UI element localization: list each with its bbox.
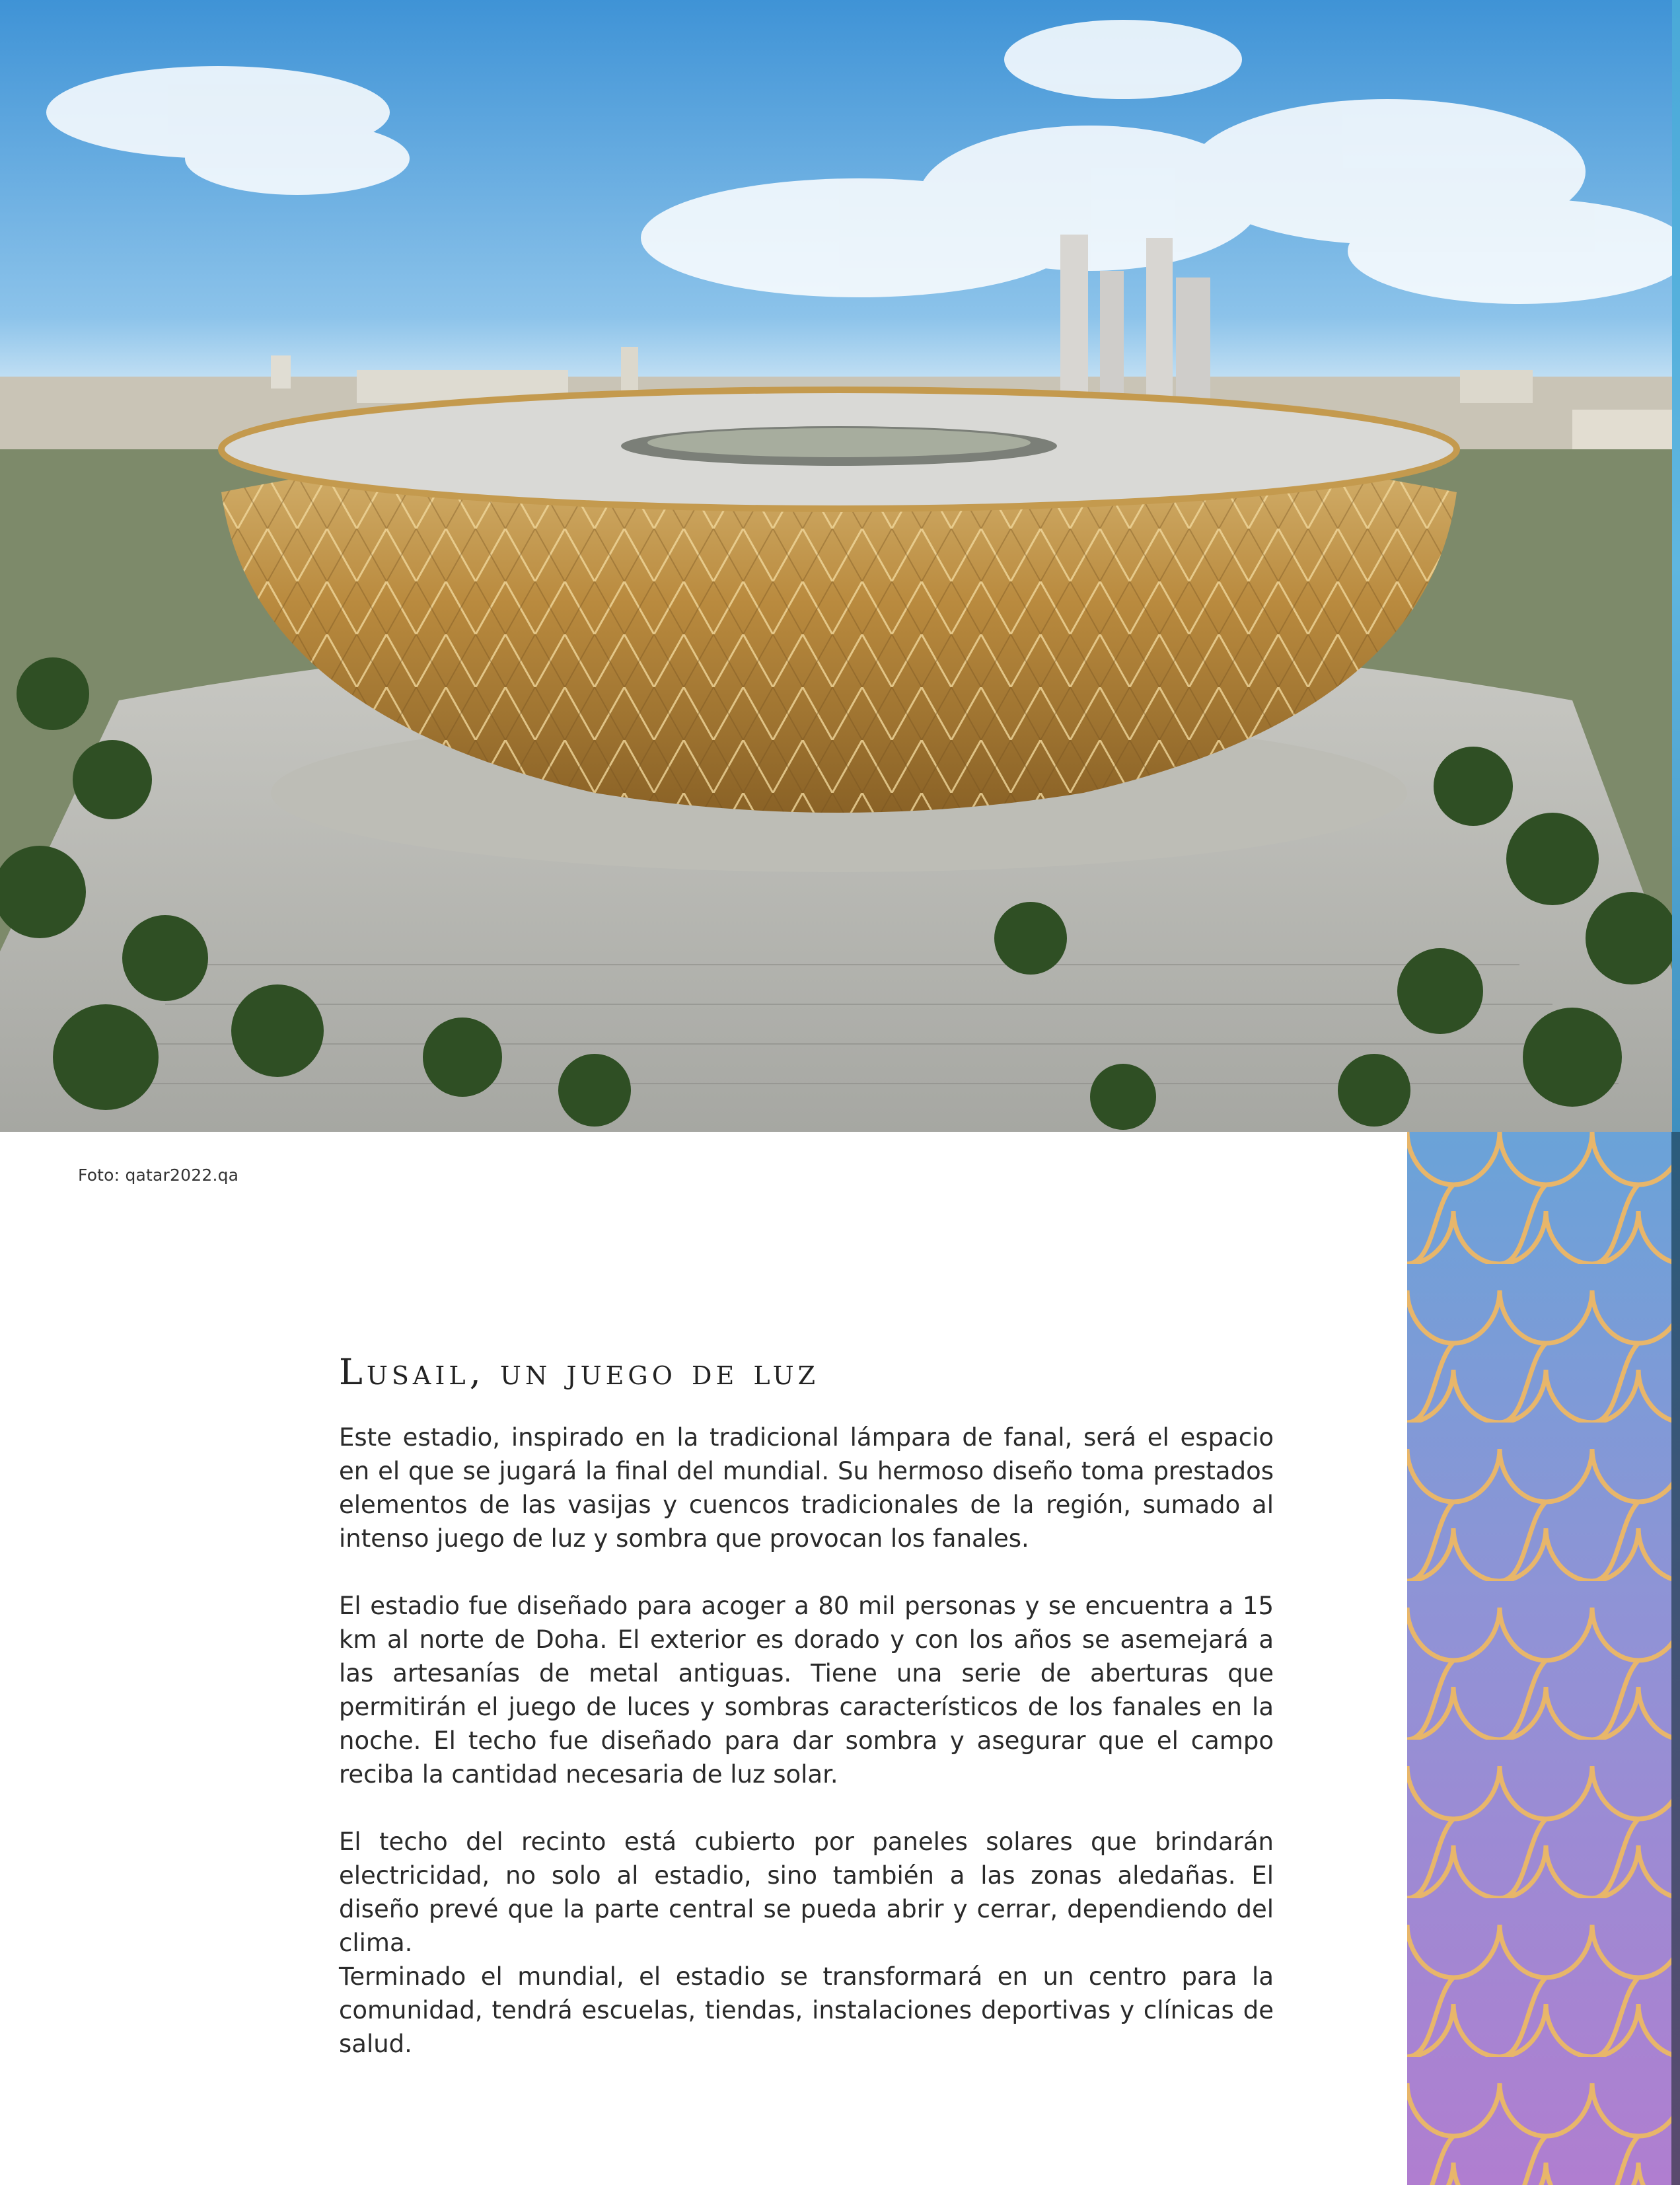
paragraph-2: El estadio fue diseñado para acoger a 80 mil personas y se encuentra a 15 km al norte de Doha. El exterior es dorado y con los años se asemejará a las artesanías de metal antiguas. Tiene una serie de aberturas que permitirán el juego de luces y sombras característicos de los fanales en la noche. El techo fue diseñado para dar sombra y asegurar que el campo reciba la cantidad necesaria de luz solar. bbox=[339, 1592, 1274, 1789]
paragraph-3: El techo del recinto está cubierto por paneles solares que brindarán electricidad, no solo al estadio, sino también a las zonas aledañas. El diseño prevé que la parte central se pueda abrir y cerrar, dependiendo del clima. bbox=[339, 1828, 1274, 1957]
stadium-bowl bbox=[221, 390, 1457, 872]
article-body bbox=[339, 1421, 1274, 2061]
panel-edge-strip bbox=[1671, 1132, 1680, 2185]
photo-caption: Foto: qatar2022.qa bbox=[78, 1166, 239, 1185]
paragraph-4: Terminado el mundial, el estadio se transformará en un centro para la comunidad, tendrá escuelas, tiendas, instalaciones deportivas y clínicas de salud. bbox=[339, 1962, 1274, 2058]
article-title: Lusail, un juego de luz bbox=[339, 1351, 820, 1393]
clouds bbox=[46, 20, 1680, 304]
decorative-scale-panel bbox=[1407, 1132, 1680, 2185]
photo-edge-strip bbox=[1672, 0, 1680, 1132]
scale-pattern bbox=[1407, 1132, 1680, 2185]
paragraph-1: Este estadio, inspirado en la tradicional lámpara de fanal, será el espacio en el que se jugará la final del mundial. Su hermoso diseño toma prestados elementos de las vasijas y cuencos tradicionales de la región, sumado al intenso juego de luz y sombra que provocan los fanales. bbox=[339, 1423, 1274, 1553]
